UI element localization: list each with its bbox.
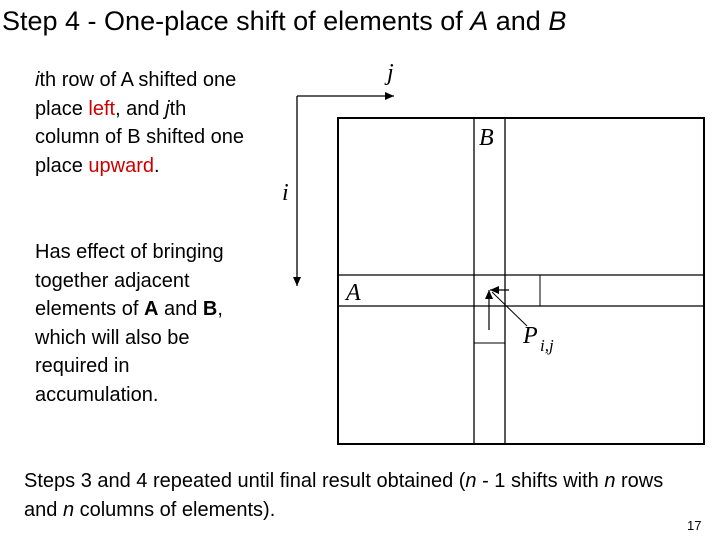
text-row-shift: th row of A shifted one place <box>35 69 237 120</box>
text-and-2: and <box>158 298 203 320</box>
title-prefix: Step 4 - One-place shift of elements of <box>2 6 471 36</box>
title-b: B <box>548 6 567 36</box>
text-period: . <box>153 154 160 177</box>
shifted-a-element <box>505 275 540 306</box>
label-p-subscript: i,j <box>540 336 554 355</box>
bold-b: B <box>202 298 218 320</box>
italic-j: j <box>165 97 170 120</box>
italic-n-2: n <box>604 470 616 492</box>
label-p: P <box>523 323 538 349</box>
text-steps: Steps 3 and 4 repeated until final result obtained ( <box>24 470 466 492</box>
text-column-shift: th column of B shifted one place <box>35 97 245 177</box>
p-pointer-line <box>492 292 527 326</box>
label-j: j <box>387 60 394 86</box>
label-a: A <box>346 280 361 306</box>
text-rows: rows and <box>24 470 664 521</box>
repeat-note <box>24 467 684 524</box>
text-shifts: - 1 shifts with <box>476 470 605 492</box>
word-left: left <box>88 97 116 120</box>
word-upward: upward <box>88 154 154 177</box>
label-b: B <box>479 125 494 151</box>
title-a: A <box>470 6 489 36</box>
italic-i: i <box>35 69 40 91</box>
italic-n-3: n <box>62 498 75 521</box>
bold-a: A <box>143 298 159 320</box>
text-and: , and <box>115 97 166 120</box>
page-number: 17 <box>687 518 702 533</box>
text-accumulation: , which will also be required in accumulation. <box>35 298 223 406</box>
matrix-outline <box>338 118 704 444</box>
text-columns: columns of elements). <box>74 498 276 521</box>
title-and: and <box>488 6 549 36</box>
label-i: i <box>282 180 289 206</box>
italic-n-1: n <box>465 470 477 492</box>
text-effect: Has effect of bringing together adjacent elements of <box>35 241 224 320</box>
